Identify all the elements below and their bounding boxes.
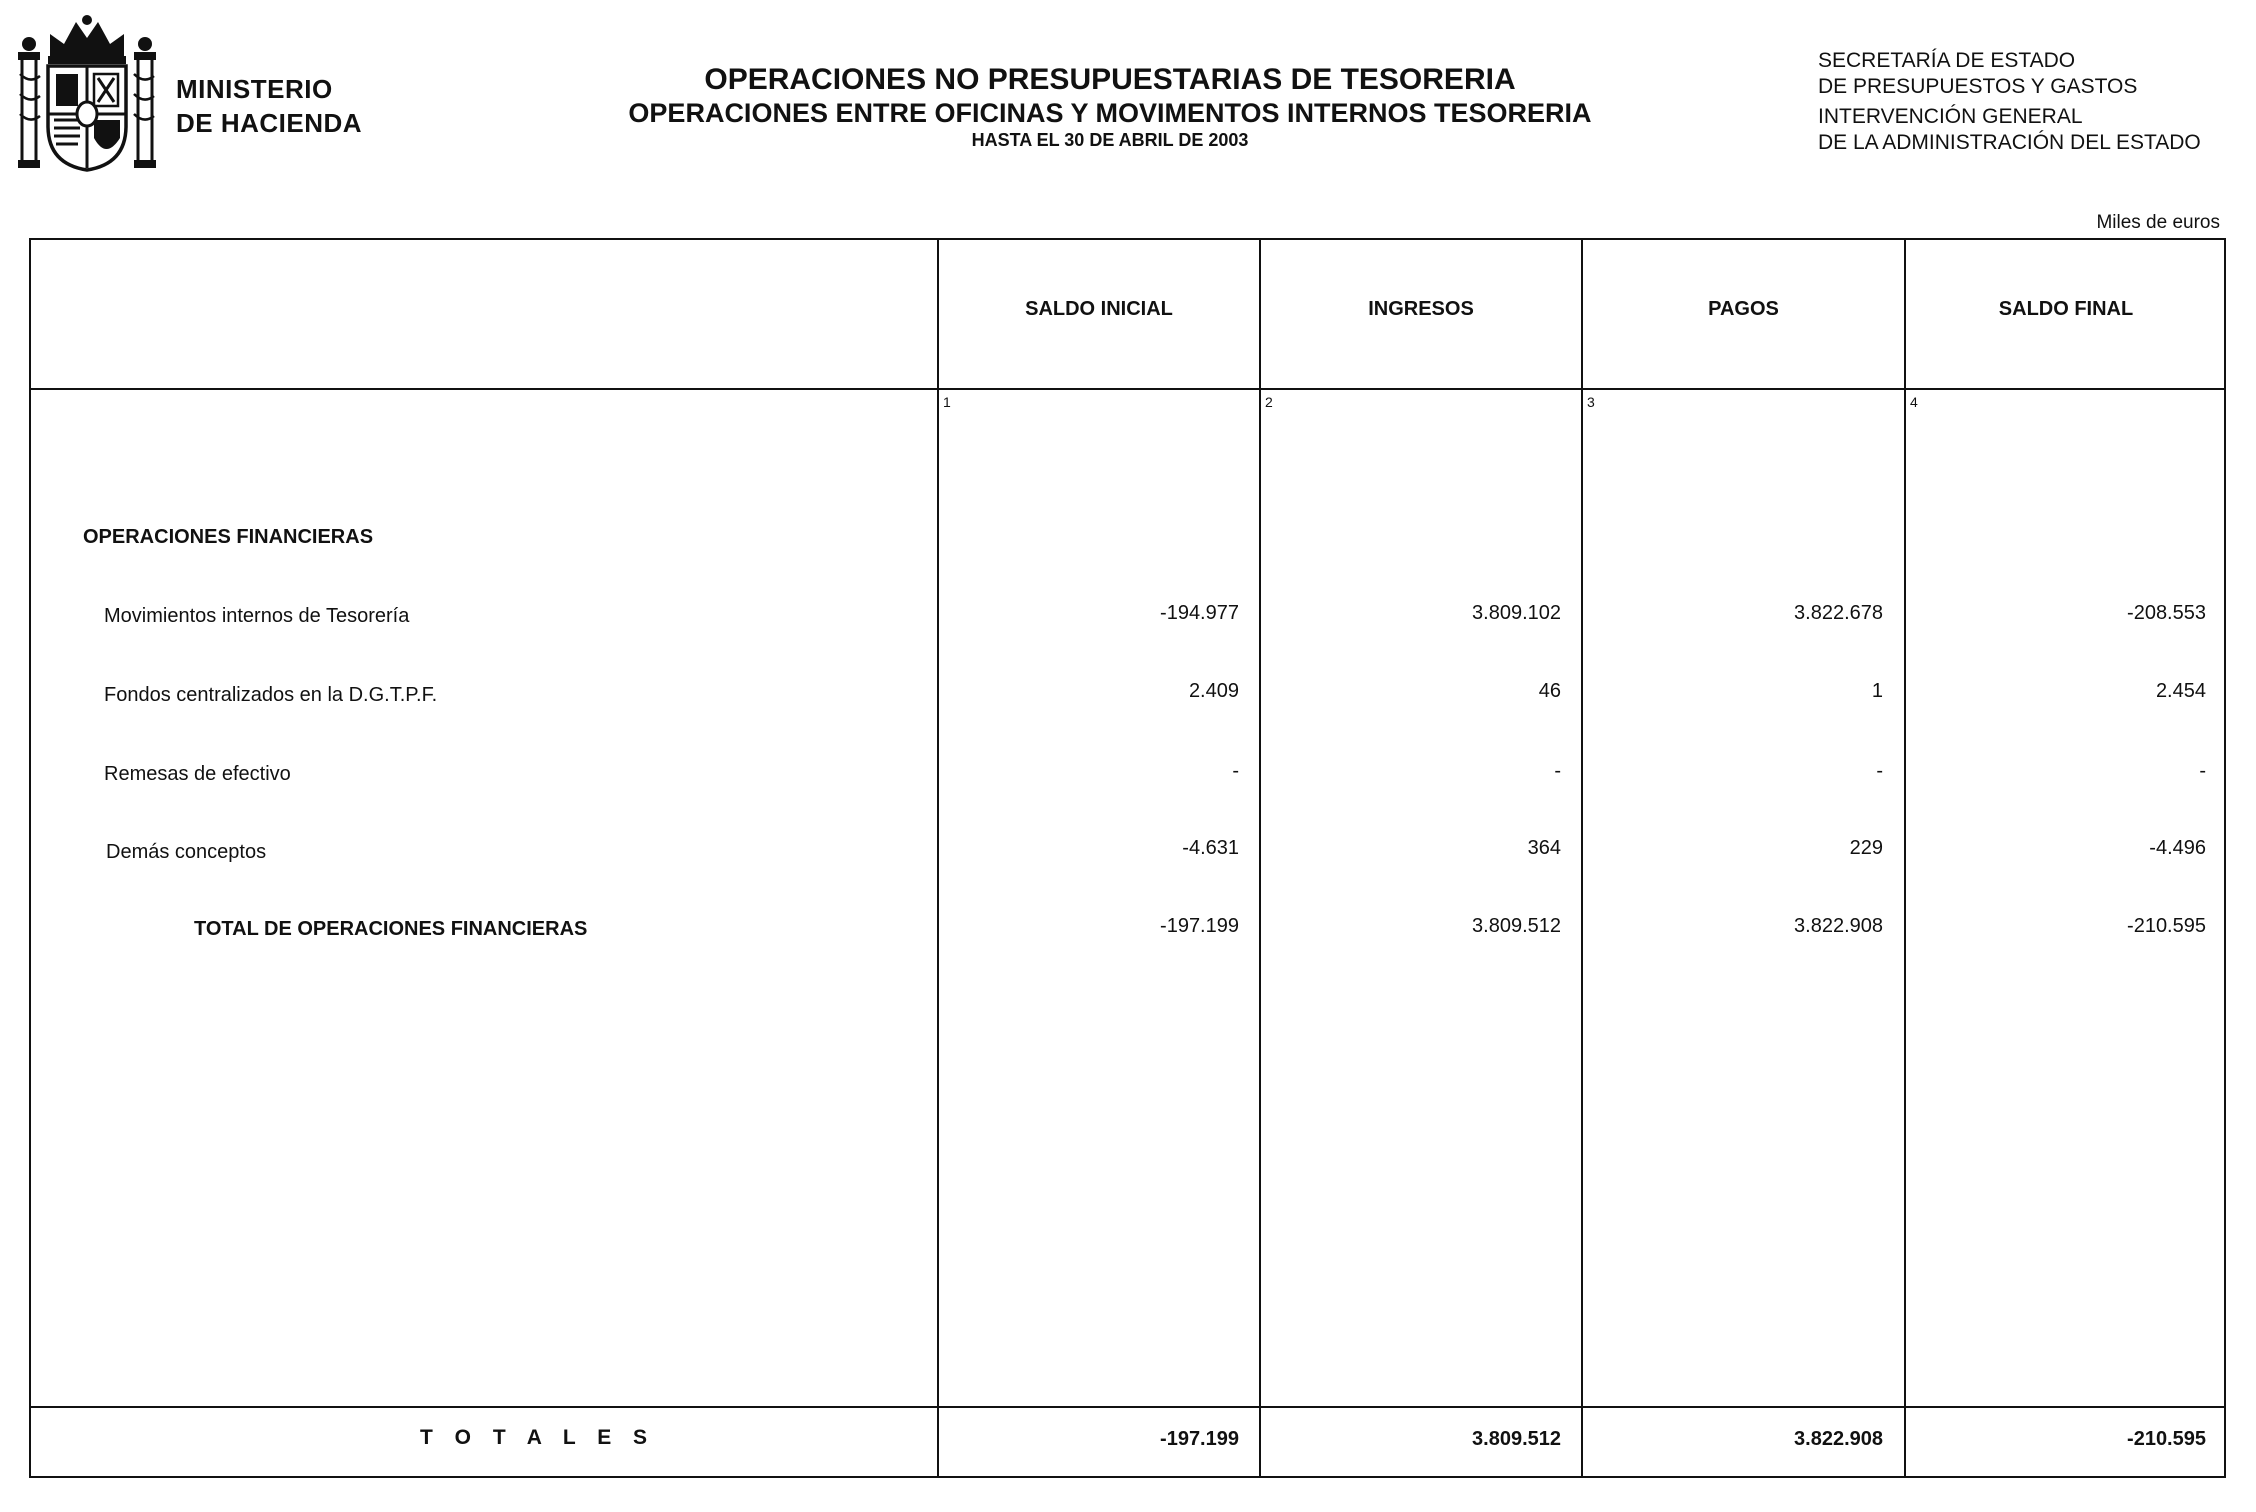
table-row-label: Movimientos internos de Tesorería: [104, 605, 410, 627]
subtotal-label: TOTAL DE OPERACIONES FINANCIERAS: [194, 918, 588, 940]
table-cell: -4.631: [1182, 837, 1239, 859]
table-cell: 3.822.678: [1794, 602, 1883, 624]
units-note: Miles de euros: [2096, 212, 2220, 233]
table-cell: -208.553: [2127, 602, 2206, 624]
ministry-name: [176, 72, 362, 140]
column-number: 1: [943, 394, 951, 410]
table-divider: [1581, 238, 1583, 1478]
table-row-label: Fondos centralizados en la D.G.T.P.F.: [104, 684, 438, 706]
column-header-ingresos: INGRESOS: [1368, 298, 1474, 320]
table-cell: -: [1554, 760, 1561, 782]
totals-label: T O T A L E S: [420, 1426, 656, 1449]
issuing-office: [1818, 48, 2201, 156]
table-cell: -: [1876, 760, 1883, 782]
totals-cell: 3.822.908: [1794, 1428, 1883, 1450]
report-date: HASTA EL 30 DE ABRIL DE 2003: [971, 130, 1249, 150]
data-table: [29, 238, 2226, 1478]
table-cell: 229: [1849, 837, 1883, 859]
column-header-pagos: PAGOS: [1708, 298, 1779, 320]
table-divider: [1904, 238, 1906, 1478]
ministry-line-2: DE HACIENDA: [176, 108, 363, 138]
table-cell: -: [2199, 760, 2206, 782]
table-divider: [937, 238, 939, 1478]
page-subtitle: OPERACIONES ENTRE OFICINAS Y MOVIMENTOS INTERNOS TESORERIA: [628, 98, 1592, 128]
table-cell: 2.409: [1188, 680, 1239, 702]
subtotal-cell: 3.809.512: [1472, 915, 1561, 937]
coat-of-arms-icon: [18, 14, 156, 172]
totals-cell: -210.595: [2127, 1428, 2206, 1450]
totals-cell: -197.199: [1160, 1428, 1239, 1450]
table-header-divider: [29, 388, 2226, 390]
report-titles: [560, 62, 1660, 152]
subtotal-cell: -197.199: [1160, 915, 1239, 937]
table-cell: 1: [1871, 680, 1883, 702]
table-cell: 364: [1527, 837, 1561, 859]
column-number: 4: [1910, 394, 1918, 410]
table-cell: 46: [1538, 680, 1561, 702]
column-number: 3: [1587, 394, 1595, 410]
secretaria-line-1: SECRETARÍA DE ESTADO: [1818, 49, 2076, 72]
column-header-saldo-final: SALDO FINAL: [1998, 298, 2134, 320]
column-number: 2: [1265, 394, 1273, 410]
table-totals-divider: [29, 1406, 2226, 1408]
page-title: OPERACIONES NO PRESUPUESTARIAS DE TESORERIA: [704, 63, 1516, 96]
table-cell: -: [1232, 760, 1239, 782]
intervencion-line-2: DE LA ADMINISTRACIÓN DEL ESTADO: [1818, 131, 2201, 154]
subtotal-cell: -210.595: [2127, 915, 2206, 937]
table-cell: -4.496: [2149, 837, 2206, 859]
column-header-saldo-inicial: SALDO INICIAL: [1025, 298, 1173, 320]
table-divider: [1259, 238, 1261, 1478]
table-cell: -194.977: [1160, 602, 1239, 624]
table-row-label: Remesas de efectivo: [104, 763, 291, 785]
table-cell: 3.809.102: [1472, 602, 1561, 624]
secretaria-line-2: DE PRESUPUESTOS Y GASTOS: [1818, 75, 2138, 98]
totals-cell: 3.809.512: [1472, 1428, 1561, 1450]
subtotal-cell: 3.822.908: [1794, 915, 1883, 937]
section-title: OPERACIONES FINANCIERAS: [83, 526, 374, 548]
ministry-line-1: MINISTERIO: [176, 74, 333, 104]
intervencion-line-1: INTERVENCIÓN GENERAL: [1818, 105, 2083, 128]
table-cell: 2.454: [2155, 680, 2206, 702]
table-row-label: Demás conceptos: [106, 841, 267, 863]
